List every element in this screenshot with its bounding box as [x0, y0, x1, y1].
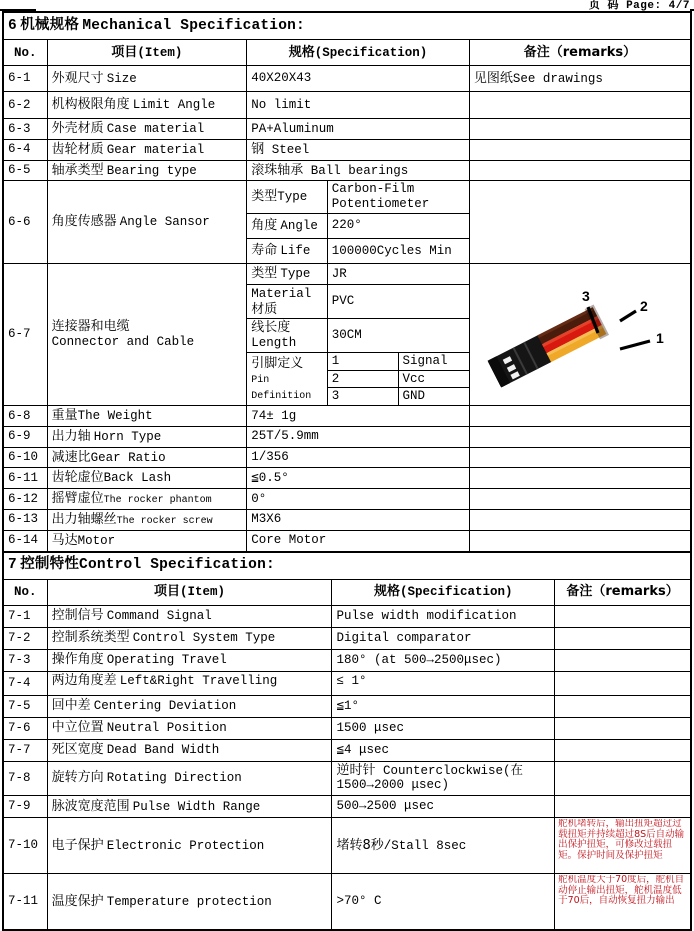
table-row: [3, 627, 691, 649]
row-no: 6-2: [3, 92, 47, 119]
row-item-cn: 死区宽度: [51, 742, 104, 758]
row-no: 7-10: [3, 818, 47, 874]
row-spec-cn: 钢: [251, 141, 265, 157]
header-spec-en: (Specification): [314, 45, 428, 60]
row-remark: [469, 406, 691, 427]
subtable-row: [247, 264, 469, 284]
row-item-en: The rocker screw: [116, 515, 213, 527]
sub-label: [247, 181, 327, 213]
row-remark: [469, 66, 691, 92]
row-spec: [247, 160, 470, 181]
row-no: 6-10: [3, 447, 47, 468]
sub-label: [247, 264, 327, 284]
row-spec-en: Ball bearings: [310, 163, 409, 178]
row-item: [47, 761, 332, 796]
connector-photo-cell: [469, 264, 691, 406]
header-remark-cn: 备注: [566, 584, 593, 600]
row-item-en: Electronic Protection: [106, 838, 265, 853]
sub-value: 220°: [327, 213, 469, 238]
row-item-cn: 脉波宽度范围: [51, 798, 130, 814]
row-item: [47, 264, 247, 406]
row-item-cn: 控制信号: [51, 608, 104, 624]
row-item-cn: 外观尺寸: [51, 70, 104, 86]
sub-value: 30CM: [327, 318, 469, 352]
row-item: [47, 181, 247, 264]
subtable-row: [247, 181, 469, 213]
row-spec-en: Counterclockwise(在1500→2000 μsec): [336, 763, 523, 793]
header-remark-cn: 备注: [523, 44, 550, 60]
sub-label: [247, 318, 327, 352]
row-item-en: Angle Sansor: [119, 215, 210, 230]
header-no-label: No.: [14, 585, 37, 600]
row-spec: PA+Aluminum: [247, 119, 470, 140]
row-remark: [555, 761, 691, 796]
row-item-en: Size: [106, 71, 137, 86]
row-spec: 0°: [247, 489, 470, 510]
row-remark: [469, 92, 691, 119]
row-item-cn: 出力轴螺丝: [51, 511, 117, 527]
header-remark: [469, 40, 691, 66]
row-remark: [469, 139, 691, 160]
row-remark: [469, 509, 691, 530]
header-no: [3, 579, 47, 605]
row-item-cn: 齿轮材质: [51, 141, 104, 157]
pin-number: 3: [327, 388, 398, 405]
row-item: [47, 489, 247, 510]
table-row: [3, 739, 691, 761]
jr-connector-image: [470, 271, 691, 399]
pin-definition-label-en: Pin Definition: [251, 374, 312, 402]
row-no: 6-3: [3, 119, 47, 140]
row-no: 6-11: [3, 468, 47, 489]
header-no: [3, 40, 47, 66]
sub-label-en: Angle: [280, 218, 318, 233]
row-remark: [469, 119, 691, 140]
pin-definition-label: [247, 352, 327, 405]
row-item-cn: 控制系统类型: [51, 630, 130, 646]
row-item-cn: 齿轮虚位: [51, 470, 104, 486]
row-item-en: Pulse Width Range: [132, 799, 261, 814]
header-no-label: No.: [14, 45, 37, 60]
sub-label-cn: 类型: [251, 189, 278, 205]
sub-label: [247, 213, 327, 238]
row-item-en: Rotating Direction: [106, 771, 242, 786]
table-row: [3, 406, 691, 427]
section6-number: 6: [8, 17, 17, 34]
row-no: 6-5: [3, 160, 47, 181]
row-item: [47, 671, 332, 695]
row-spec: [332, 761, 555, 796]
row-item-cn: 角度传感器: [51, 214, 117, 230]
row-item: [47, 160, 247, 181]
sub-value: 100000Cycles Min: [327, 238, 469, 263]
sub-label: [247, 238, 327, 263]
subtable-row: [247, 318, 469, 352]
photo-label-1: 1: [655, 329, 664, 346]
row-item-en: Horn Type: [93, 429, 162, 444]
connector-photo: [470, 271, 690, 399]
row-remark-warning: [555, 874, 691, 931]
header-remark: [555, 579, 691, 605]
row-item-en: Back Lash: [103, 471, 172, 486]
row-item-cn: 两边角度差: [51, 672, 117, 688]
row-item: [47, 406, 247, 427]
sub-label-en: Length: [251, 336, 297, 351]
row-no: 6-9: [3, 426, 47, 447]
table-row: [3, 66, 691, 92]
row-spec: Core Motor: [247, 530, 470, 551]
header-rule-left: [0, 9, 36, 11]
row-no: 7-4: [3, 671, 47, 695]
sub-label-en: Material: [251, 286, 312, 301]
section6-title-row: [3, 12, 691, 40]
subtable-row: [247, 213, 469, 238]
pin-name: Signal: [398, 352, 469, 370]
row-no: 7-2: [3, 627, 47, 649]
connector-subtable-host: [247, 264, 470, 406]
row-no: 7-1: [3, 605, 47, 627]
table-row: [3, 649, 691, 671]
row-item-en: Left&Right Travelling: [119, 673, 278, 688]
row-no: 7-6: [3, 717, 47, 739]
row-item-en: Motor: [77, 533, 116, 548]
section7-title-row: [3, 552, 691, 580]
row-item-cn: 减速比: [51, 449, 91, 465]
header-rule-right: [690, 9, 694, 11]
header-spec-en: (Specification): [400, 585, 513, 600]
subtable-row: [247, 238, 469, 263]
row-item: [47, 649, 332, 671]
sub-label-cn: 材质: [251, 301, 278, 317]
row-spec: 74± 1g: [247, 406, 470, 427]
pin-name: Vcc: [398, 370, 469, 388]
header-spec-cn: 规格: [373, 584, 400, 600]
row-item-en: The rocker phantom: [103, 495, 212, 507]
table-row-electronic-protection: [3, 818, 691, 874]
row-spec: ≦1°: [332, 695, 555, 717]
section7-column-headers: [3, 579, 691, 605]
row-item: [47, 66, 247, 92]
header-spec: [247, 40, 470, 66]
sub-value: PVC: [327, 284, 469, 318]
section7-title-en: Control Specification:: [79, 557, 275, 574]
row-remark-en: See drawings: [512, 71, 603, 86]
row-no: 7-9: [3, 796, 47, 818]
sub-value: JR: [327, 264, 469, 284]
row-remark: [469, 181, 691, 264]
section7-title-cn: 控制特性: [20, 556, 80, 573]
table-row: [3, 717, 691, 739]
header-spec: [332, 579, 555, 605]
row-remark: [555, 739, 691, 761]
header-item-en: (Item): [180, 585, 226, 600]
row-item-cn: 连接器和电缆: [51, 319, 130, 335]
row-remark: [469, 468, 691, 489]
header-item: [47, 579, 332, 605]
row-no: 7-7: [3, 739, 47, 761]
row-remark: [555, 695, 691, 717]
row-remark: [555, 627, 691, 649]
row-item-en: Gear material: [106, 142, 205, 157]
row-spec: Digital comparator: [332, 627, 555, 649]
row-item-cn: 摇臂虚位: [51, 491, 104, 507]
row-item-en: Connector and Cable: [51, 335, 195, 350]
row-item-cn: 温度保护: [51, 893, 104, 909]
sub-label-en: Type: [280, 267, 311, 282]
row-item-cn: 出力轴: [51, 428, 91, 444]
row-remark: [469, 160, 691, 181]
row-item: [47, 509, 247, 530]
sub-label-cn: 类型: [251, 266, 278, 282]
connector-subtable: [247, 264, 469, 405]
row-item-cn: 旋转方向: [51, 770, 104, 786]
row-spec: ≦4 μsec: [332, 739, 555, 761]
row-spec: 180° (at 500→2500μsec): [332, 649, 555, 671]
row-no: 7-8: [3, 761, 47, 796]
section6-title-cell: [3, 12, 691, 40]
row-spec-cn: 逆时针: [336, 762, 376, 778]
row-no: 6-7: [3, 264, 47, 406]
row-item-en: Command Signal: [106, 609, 212, 624]
mechanical-specification-table: [2, 11, 692, 553]
pin-definition-label-cn: 引脚定义: [251, 355, 304, 371]
row-remark-warning: [555, 818, 691, 874]
row-spec: M3X6: [247, 509, 470, 530]
table-row: [3, 761, 691, 796]
subtable-row: [247, 284, 469, 318]
page-number-label: 页 码 Page: 4/7: [588, 0, 690, 11]
header-spec-cn: 规格: [288, 44, 315, 60]
row-spec-en: Steel: [271, 142, 310, 157]
section7-title-cell: [3, 552, 691, 580]
table-row-connector: [3, 264, 691, 406]
temperature-protection-warning-text: 舵机温度大于70度后，舵机自动停止输出扭矩，舵机温度低于70后，自动恢复扭力输出: [558, 875, 685, 907]
subtable-row-pin1: [247, 352, 469, 370]
row-no: 6-13: [3, 509, 47, 530]
row-item-en: Centering Deviation: [93, 699, 237, 714]
row-remark: [555, 605, 691, 627]
row-remark: [469, 426, 691, 447]
row-item: [47, 818, 332, 874]
row-spec: 1/356: [247, 447, 470, 468]
row-spec: [247, 139, 470, 160]
row-remark: [555, 671, 691, 695]
section6-column-headers: [3, 40, 691, 66]
electronic-protection-warning-text: 舵机堵转后，输出扭矩超过过载扭矩并持续超过8S后自动输出保护扭矩，可修改过载扭矩。保护时间及保护扭矩: [558, 819, 685, 861]
sub-label-cn: 寿命: [251, 243, 278, 259]
row-item-en: Bearing type: [106, 163, 197, 178]
row-item: [47, 717, 332, 739]
photo-label-2: 2: [639, 297, 648, 314]
pin-number: 2: [327, 370, 398, 388]
pin-name: GND: [398, 388, 469, 405]
row-spec: ≦0.5°: [247, 468, 470, 489]
sub-label-cn: 线长度: [251, 319, 291, 335]
row-spec: No limit: [247, 92, 470, 119]
pin-number: 1: [327, 352, 398, 370]
row-spec-cn: 堵转8秒: [336, 837, 384, 853]
row-spec: >70° C: [332, 874, 555, 931]
row-item-cn: 回中差: [51, 698, 91, 714]
header-item: [47, 40, 247, 66]
row-no: 6-6: [3, 181, 47, 264]
row-item-cn: 电子保护: [51, 837, 104, 853]
sub-label-en: Life: [280, 244, 311, 259]
table-row: [3, 509, 691, 530]
table-row: [3, 530, 691, 551]
row-spec: 25T/5.9mm: [247, 426, 470, 447]
row-no: 6-8: [3, 406, 47, 427]
row-no: 7-5: [3, 695, 47, 717]
photo-label-3: 3: [581, 287, 590, 304]
row-item: [47, 119, 247, 140]
table-row: [3, 160, 691, 181]
header-remark-en: （remarks）: [592, 584, 679, 600]
row-item-en: Case material: [106, 122, 205, 136]
row-spec: 40X20X43: [247, 66, 470, 92]
row-item: [47, 426, 247, 447]
angle-sensor-subtable-host: [247, 181, 470, 264]
row-item-en: The Weight: [77, 409, 153, 424]
row-remark: [555, 649, 691, 671]
table-row: [3, 671, 691, 695]
row-item-en: Neutral Position: [106, 721, 227, 736]
row-no: 6-1: [3, 66, 47, 92]
header-remark-en: （remarks）: [549, 44, 637, 60]
table-row: [3, 139, 691, 160]
table-row-angle-sensor: [3, 181, 691, 264]
row-item: [47, 739, 332, 761]
table-row: [3, 796, 691, 818]
row-no: 6-14: [3, 530, 47, 551]
row-item-cn: 机构极限角度: [51, 97, 130, 113]
row-remark: [555, 796, 691, 818]
table-row: [3, 605, 691, 627]
control-specification-table: [2, 551, 692, 931]
section6-title-en: Mechanical Specification:: [82, 17, 305, 34]
row-item: [47, 796, 332, 818]
row-item-en: Gear Ratio: [90, 450, 166, 465]
page-header: [0, 0, 694, 11]
row-item: [47, 605, 332, 627]
table-row: [3, 92, 691, 119]
row-item: [47, 92, 247, 119]
row-no: 6-12: [3, 489, 47, 510]
row-item-en: Control System Type: [132, 631, 276, 646]
table-row: [3, 489, 691, 510]
row-item: [47, 530, 247, 551]
row-spec-en: /Stall 8sec: [383, 838, 467, 853]
sub-label-cn: 角度: [251, 217, 278, 233]
row-item: [47, 874, 332, 931]
row-item: [47, 627, 332, 649]
row-item-cn: 外壳材质: [51, 121, 104, 136]
row-no: 7-11: [3, 874, 47, 931]
header-item-cn: 项目: [111, 44, 138, 60]
row-spec: ≤ 1°: [332, 671, 555, 695]
row-item-cn: 操作角度: [51, 652, 104, 668]
table-row: [3, 119, 691, 140]
row-remark: [555, 717, 691, 739]
row-item-en: Operating Travel: [106, 653, 227, 668]
row-item-en: Temperature protection: [106, 894, 272, 909]
row-no: 6-4: [3, 139, 47, 160]
row-spec: Pulse width modification: [332, 605, 555, 627]
table-row: [3, 447, 691, 468]
table-row-temperature-protection: [3, 874, 691, 931]
row-item-lines: [52, 673, 328, 689]
row-item-cn: 轴承类型: [51, 162, 104, 178]
table-row: [3, 695, 691, 717]
row-spec-cn: 滚珠轴承: [251, 162, 304, 178]
row-item-cn: 重量: [51, 408, 78, 424]
angle-sensor-subtable: [247, 181, 469, 263]
row-no: 7-3: [3, 649, 47, 671]
row-remark: [469, 530, 691, 551]
row-remark: [469, 489, 691, 510]
row-item: [47, 139, 247, 160]
row-item: [47, 447, 247, 468]
row-item-en: Dead Band Width: [106, 743, 220, 758]
section7-number: 7: [8, 557, 17, 574]
row-spec: 1500 μsec: [332, 717, 555, 739]
sub-label-en: Type: [277, 190, 308, 205]
table-row: [3, 426, 691, 447]
header-item-en: (Item): [137, 45, 183, 60]
row-item-cn: 马达: [51, 532, 78, 548]
row-remark-cn: 见图纸: [473, 70, 513, 86]
sub-value: Carbon-Film Potentiometer: [327, 181, 469, 213]
section6-title-cn: 机械规格: [20, 16, 80, 33]
row-remark: [469, 447, 691, 468]
row-item-cn: 中立位置: [51, 720, 104, 736]
sub-label: [247, 284, 327, 318]
row-item-en: Limit Angle: [132, 98, 216, 113]
row-spec: 500→2500 μsec: [332, 796, 555, 818]
row-item: [47, 695, 332, 717]
row-spec: [332, 818, 555, 874]
header-item-cn: 项目: [154, 584, 181, 600]
table-row: [3, 468, 691, 489]
row-item: [47, 468, 247, 489]
